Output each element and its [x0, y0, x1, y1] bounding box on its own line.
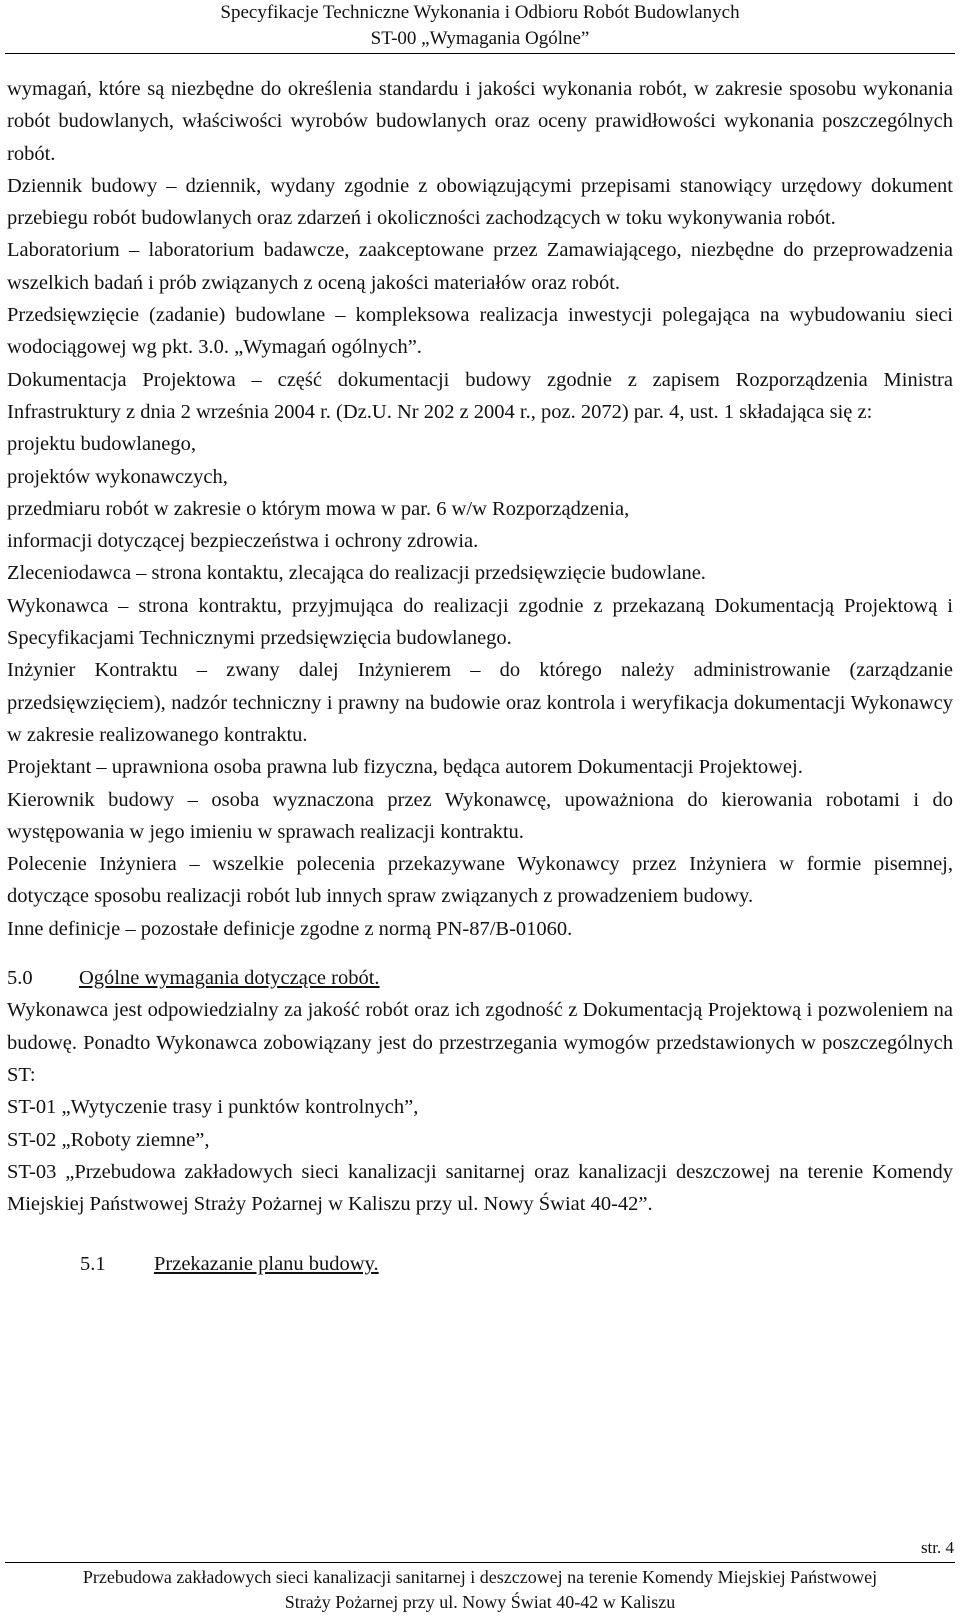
document-body	[7, 73, 953, 1281]
header-divider	[5, 53, 955, 54]
subsection-number: 5.1	[80, 1253, 106, 1276]
list-item: projektów wykonawczych,	[7, 465, 228, 488]
section-title: Ogólne wymagania dotyczące robót.	[79, 967, 380, 990]
footer-line: Straży Pożarnej przy ul. Nowy Świat 40-42 w Kaliszu	[284, 1592, 676, 1612]
footer-line: Przebudowa zakładowych sieci kanalizacji sanitarnej i deszczowej na terenie Komendy Miejskiej Państwowej	[82, 1567, 878, 1587]
header-title: Specyfikacje Techniczne Wykonania i Odbioru Robót Budowlanych	[220, 2, 740, 23]
page-number: str. 4	[920, 1538, 954, 1557]
definition-inzynier-kontraktu: Inżynier Kontraktu – zwany dalej Inżynierem – do którego należy administrowanie (zarządzanie przedsięwzięciem), nadzór techniczny i prawny na budowie oraz kontrola i weryfikacja dokumentacji Wykonawcy w zakresie realizowanego kontraktu.	[7, 659, 953, 746]
paragraph: wymagań, które są niezbędne do określenia standardu i jakości wykonania robót, w zakresie sposobu wykonania robót budowlanych, właściwości wyrobów budowlanych oraz oceny prawidłowości wykonania poszczególnych robót.	[7, 78, 953, 165]
page-footer	[0, 1565, 960, 1615]
list-item: ST-03 „Przebudowa zakładowych sieci kanalizacji sanitarnej oraz kanalizacji deszczowej na terenie Komendy Miejskiej Państwowej Straży Pożarnej w Kaliszu przy ul. Nowy Świat 40-42”.	[7, 1160, 953, 1216]
definition-wykonawca: Wykonawca – strona kontraktu, przyjmująca do realizacji zgodnie z przekazaną Dokumentacją Projektową i Specyfikacjami Technicznymi przedsięwzięcia budowlanego.	[7, 594, 953, 650]
subsection-heading	[7, 1248, 953, 1280]
subsection-title: Przekazanie planu budowy.	[154, 1253, 379, 1276]
section-heading	[7, 962, 953, 994]
definition-inne-definicje: Inne definicje – pozostałe definicje zgodne z normą PN-87/B-01060.	[7, 917, 573, 940]
page-header	[0, 0, 960, 52]
definition-dokumentacja-projektowa: Dokumentacja Projektowa – część dokumentacji budowy zgodnie z zapisem Rozporządzenia Ministra Infrastruktury z dnia 2 września 2004 r. (Dz.U. Nr 202 z 2004 r., poz. 2072) par. 4, ust. 1 składająca się z:	[7, 368, 953, 423]
definition-dziennik-budowy: Dziennik budowy – dziennik, wydany zgodnie z obowiązującymi przepisami stanowiący urzędowy dokument przebiegu robót budowlanych oraz zdarzeń i okoliczności zachodzących w toku wykonywania robót.	[7, 174, 953, 230]
definition-polecenie-inzyniera: Polecenie Inżyniera – wszelkie polecenia przekazywane Wykonawcy przez Inżyniera w formie pisemnej, dotyczące sposobu realizacji robót lub innych spraw związanych z prowadzeniem budowy.	[7, 853, 953, 908]
definition-laboratorium: Laboratorium – laboratorium badawcze, zaakceptowane przez Zamawiającego, niezbędne do przeprowadzenia wszelkich badań i prób związanych z oceną jakości materiałów oraz robót.	[7, 239, 953, 294]
list-item: ST-02 „Roboty ziemne”,	[7, 1128, 210, 1151]
footer-divider	[5, 1562, 955, 1563]
definition-zleceniodawca: Zleceniodawca – strona kontaktu, zlecająca do realizacji przedsięwzięcie budowlane.	[7, 562, 706, 585]
list-item: projektu budowlanego,	[7, 433, 197, 456]
list-item: ST-01 „Wytyczenie trasy i punktów kontrolnych”,	[7, 1096, 419, 1119]
list-item: informacji dotyczącej bezpieczeństwa i ochrony zdrowia.	[7, 530, 479, 553]
section-number: 5.0	[7, 967, 33, 990]
definition-projektant: Projektant – uprawniona osoba prawna lub fizyczna, będąca autorem Dokumentacji Projektowej.	[7, 756, 803, 779]
definition-przedsiewziecie: Przedsięwzięcie (zadanie) budowlane – kompleksowa realizacja inwestycji polegająca na wybudowaniu sieci wodociągowej wg pkt. 3.0. „Wymagań ogólnych”.	[7, 304, 953, 359]
list-item: przedmiaru robót w zakresie o którym mowa w par. 6 w/w Rozporządzenia,	[7, 497, 630, 520]
header-subtitle: ST-00 „Wymagania Ogólne”	[370, 28, 590, 49]
definition-kierownik-budowy: Kierownik budowy – osoba wyznaczona przez Wykonawcę, upoważniona do kierowania robotami i do występowania w jego imieniu w sprawach realizacji kontraktu.	[7, 788, 953, 843]
paragraph: Wykonawca jest odpowiedzialny za jakość robót oraz ich zgodność z Dokumentacją Projektową i pozwoleniem na budowę. Ponadto Wykonawca zobowiązany jest do przestrzegania wymogów przedstawionych w poszczególnych ST:	[7, 999, 953, 1086]
